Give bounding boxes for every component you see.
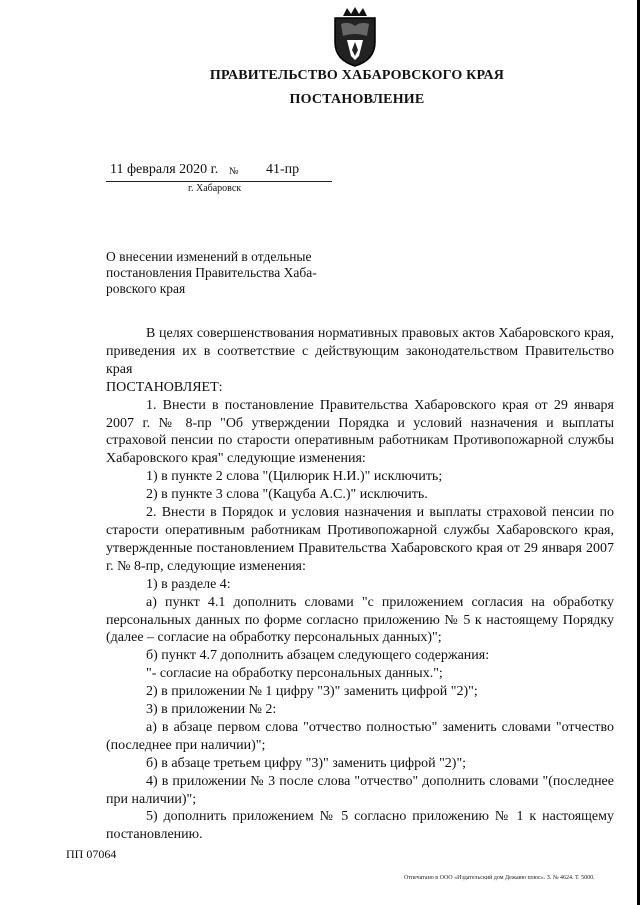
body-paragraph: 1) в разделе 4: <box>146 576 231 592</box>
body-paragraph: ПОСТАНОВЛЯЕТ: <box>106 379 223 395</box>
body-paragraph: 2) в пункте 3 слова "(Кацуба А.С.)" исключить. <box>146 487 428 503</box>
body-paragraph: б) пункт 4.7 дополнить абзацем следующего содержания: <box>146 648 490 664</box>
body-paragraph: 2) в приложении № 1 цифру "3)" заменить цифрой "2)"; <box>146 684 478 700</box>
footer-code: ПП 07064 <box>66 847 117 861</box>
body-paragraph: 5) дополнить приложением № 5 согласно приложению № 1 к настоящему постановлению. <box>106 809 614 843</box>
body-paragraph: 1. Внести в постановление Правительства Хабаровского края от 29 января 2007 г. № 8-пр "Об утверждении Порядка и условий назначения и выплаты страховой пенсии по старости оперативным работникам Противопожарной службы Хабаровского края" следующие изменения: <box>106 397 614 467</box>
document-number: 41-пр <box>266 162 300 177</box>
document-subject: О внесении изменений в отдельные постановления Правительства Хаба-ровского края <box>106 249 317 296</box>
body-paragraph: 4) в приложении № 3 после слова "отчество" дополнить словами "(последнее при наличии)"; <box>106 773 614 807</box>
body-paragraph: а) пункт 4.1 дополнить словами "с приложением согласия на обработку персональных данных по форме согласно приложению № 5 к настоящему Порядку (далее – согласие на обработку персональных данных)"; <box>106 594 614 646</box>
body-paragraph: б) в абзаце третьем цифру "3)" заменить цифрой "2)"; <box>146 755 467 771</box>
document-type-title: ПОСТАНОВЛЕНИЕ <box>289 92 425 107</box>
coat-of-arms-icon <box>329 6 381 68</box>
body-paragraph: В целях совершенствования нормативных правовых актов Хабаровского края, приведения их в соответствие с действующим законодательством Правительство края <box>106 326 614 377</box>
body-paragraph: а) в абзаце первом слова "отчество полностью" заменить словами "отчество (последнее при наличии)"; <box>106 719 614 753</box>
document-date: 11 февраля 2020 г. <box>110 162 219 177</box>
number-sign: № <box>229 166 239 177</box>
date-underline <box>106 181 332 182</box>
printer-imprint: Отпечатано в ООО «Издательский дом Дежавю плюс». З. № 4624. Т. 5000. <box>404 875 595 881</box>
organization-title: ПРАВИТЕЛЬСТВО ХАБАРОВСКОГО КРАЯ <box>209 68 505 83</box>
body-paragraph: 2. Внести в Порядок и условия назначения и выплаты страховой пенсии по старости оперативным работникам Противопожарной службы Хабаровского края, утвержденные постановлением Правительства Хабаровского края от 29 января 2007 г. № 8-пр, следующие изменения: <box>106 505 614 574</box>
body-paragraph: 1) в пункте 2 слова "(Цилюрик Н.И.)" исключить; <box>146 469 443 485</box>
body-paragraph: "- согласие на обработку персональных данных."; <box>146 666 443 682</box>
document-body <box>106 325 614 844</box>
document-city: г. Хабаровск <box>188 183 242 194</box>
body-paragraph: 3) в приложении № 2: <box>146 702 277 718</box>
